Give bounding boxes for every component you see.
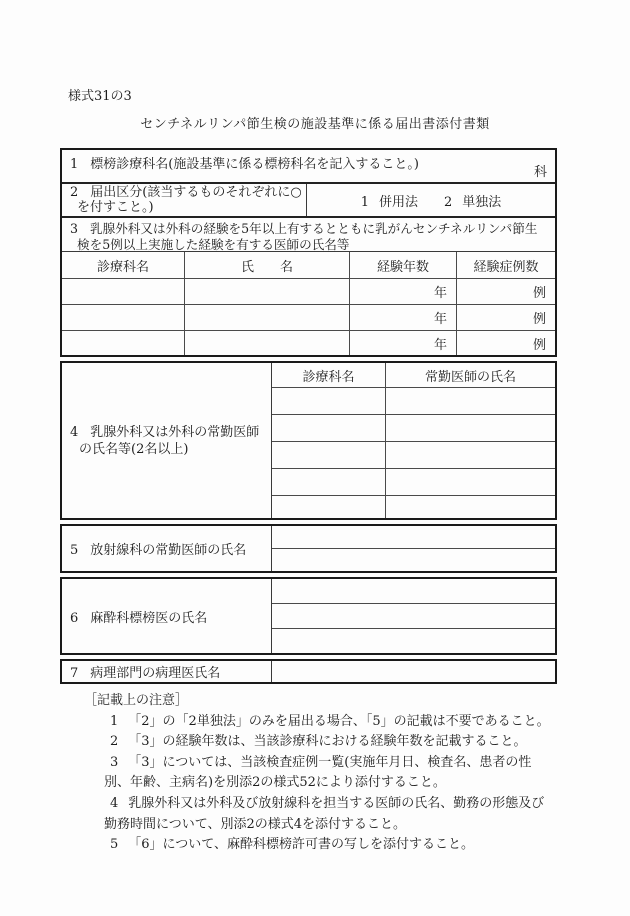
note-item: 3 「3」については、当該検査症例一覧(実施年月日、検査名、患者の性別、年齢、主病名)を別添2の様式52により添付すること。	[104, 754, 532, 791]
section-2-options-cell	[307, 184, 555, 216]
note-text: 「2」の「2単独法」のみを届出る場合、「5」の記載は不要であること。	[128, 713, 550, 729]
note-item: 2 「3」の経験年数は、当該診療科における経験年数を記載すること。	[110, 734, 527, 750]
name-cell	[386, 469, 555, 495]
section-3-table	[62, 252, 555, 355]
section-6-number: 6	[70, 610, 79, 626]
section-3-heading	[62, 218, 555, 252]
note-text: 「6」について、麻酔科標榜許可書の写しを添付すること。	[128, 837, 475, 853]
section-1-unit-ka: 科	[533, 165, 547, 180]
name-cell	[386, 415, 555, 441]
years-cell: 年	[350, 305, 457, 330]
name-cell	[185, 305, 350, 330]
section-3-header-row	[62, 252, 555, 279]
table-row	[62, 279, 555, 305]
section-4-header-row	[272, 363, 555, 388]
years-cell: 年	[350, 331, 457, 355]
table-row	[272, 415, 555, 442]
section-7-number: 7	[70, 666, 79, 681]
table-row	[272, 469, 555, 496]
table-row	[272, 496, 555, 518]
name-cell	[386, 388, 555, 414]
option-tandokuho: 2 単独法	[444, 194, 502, 210]
section-1-label: 標榜診療科名(施設基準に係る標榜科名を記入すること。)	[90, 157, 419, 172]
entry-cell	[272, 549, 555, 571]
entry-cell	[272, 526, 555, 549]
section-7-label-cell	[62, 661, 272, 682]
section-5-entry-rows	[272, 526, 555, 571]
section-5-label: 放射線科の常勤医師の氏名	[90, 543, 247, 558]
name-cell	[386, 496, 555, 518]
name-cell	[386, 442, 555, 468]
section-6-label: 麻酔科標榜医の氏名	[90, 610, 208, 626]
dept-cell	[272, 388, 386, 414]
header-name: 氏 名	[185, 252, 350, 278]
section-4-label-cell	[62, 363, 272, 518]
section-6-entry-rows	[272, 579, 555, 653]
dept-cell	[272, 415, 386, 441]
section-7-box	[60, 659, 557, 684]
name-cell	[185, 331, 350, 355]
section-1-row	[62, 150, 555, 184]
table-row	[62, 331, 555, 355]
section-2-label: 届出区分(該当するものそれぞれに○を付すこと。)	[77, 184, 302, 215]
section-7-label: 病理部門の病理医氏名	[90, 666, 221, 681]
dept-cell	[62, 331, 185, 355]
dept-cell	[62, 279, 185, 304]
option-heiyoho: 1 併用法	[360, 194, 418, 210]
header-fulltime-doctor: 常勤医師の氏名	[424, 369, 516, 385]
note-item: 4 乳腺外科又は外科及び放射線科を担当する医師の氏名、勤務の形態及び勤務時間について、別添2の様式4を添付すること。	[104, 795, 545, 832]
note-item: 5 「6」について、麻酔科標榜許可書の写しを添付すること。	[110, 837, 475, 853]
table-row	[272, 388, 555, 415]
section-2-label-cell	[62, 184, 307, 216]
entry-cell	[272, 604, 555, 629]
section-6-label-cell	[62, 579, 272, 653]
header-years: 経験年数	[350, 252, 457, 278]
note-text: 「3」の経験年数は、当該診療科における経験年数を記載すること。	[128, 734, 527, 750]
table-row	[62, 305, 555, 331]
section-6-box	[60, 577, 557, 655]
notes-title: ［記載上の注意］	[84, 693, 189, 708]
dept-cell	[62, 305, 185, 330]
cases-cell: 例	[532, 286, 546, 301]
note-text: 乳腺外科又は外科及び放射線科を担当する医師の氏名、勤務の形態及び勤務時間について、別添2の様式4を添付すること。	[104, 795, 545, 832]
cases-cell: 例	[532, 337, 546, 353]
cases-cell: 例	[532, 312, 546, 327]
note-text: 「3」については、当該検査症例一覧(実施年月日、検査名、患者の性別、年齢、主病名)を別添2の様式52により添付すること。	[104, 754, 532, 791]
section-4-table	[272, 363, 555, 518]
years-cell: 年	[350, 279, 457, 304]
document-title: センチネルリンパ節生検の施設基準に係る届出書添付書類	[140, 117, 490, 132]
section-4-box	[60, 361, 557, 520]
dept-cell	[272, 442, 386, 468]
section-4-number: 4	[70, 424, 79, 440]
header-cases: 経験症例数	[473, 259, 539, 275]
notes-section	[84, 691, 552, 856]
note-item: 1 「2」の「2単独法」のみを届出る場合、「5」の記載は不要であること。	[110, 713, 550, 729]
header-dept: 診療科名	[272, 363, 386, 387]
section-3-label: 乳腺外科又は外科の経験を5年以上有するとともに乳がんセンチネルリンパ節生検を5例以上実施した経験を有する医師の氏名等	[77, 221, 538, 252]
section-5-box	[60, 524, 557, 573]
section-1-number: 1	[70, 157, 79, 172]
form-code: 様式31の3	[68, 89, 132, 104]
table-row	[272, 442, 555, 469]
section-2-number: 2	[70, 184, 79, 200]
section-3-number: 3	[70, 221, 79, 236]
section-7-entry-rows	[272, 661, 555, 682]
name-cell	[185, 279, 350, 304]
entry-cell	[272, 661, 555, 682]
entry-cell	[272, 629, 555, 653]
section-5-number: 5	[70, 543, 79, 558]
sections-1-3-table	[60, 148, 557, 357]
section-5-label-cell	[62, 526, 272, 571]
section-2-row	[62, 184, 555, 218]
dept-cell	[272, 496, 386, 518]
entry-cell	[272, 579, 555, 604]
header-dept: 診療科名	[62, 252, 185, 278]
section-4-label: 乳腺外科又は外科の常勤医師の氏名等(2名以上)	[79, 424, 260, 457]
dept-cell	[272, 469, 386, 495]
